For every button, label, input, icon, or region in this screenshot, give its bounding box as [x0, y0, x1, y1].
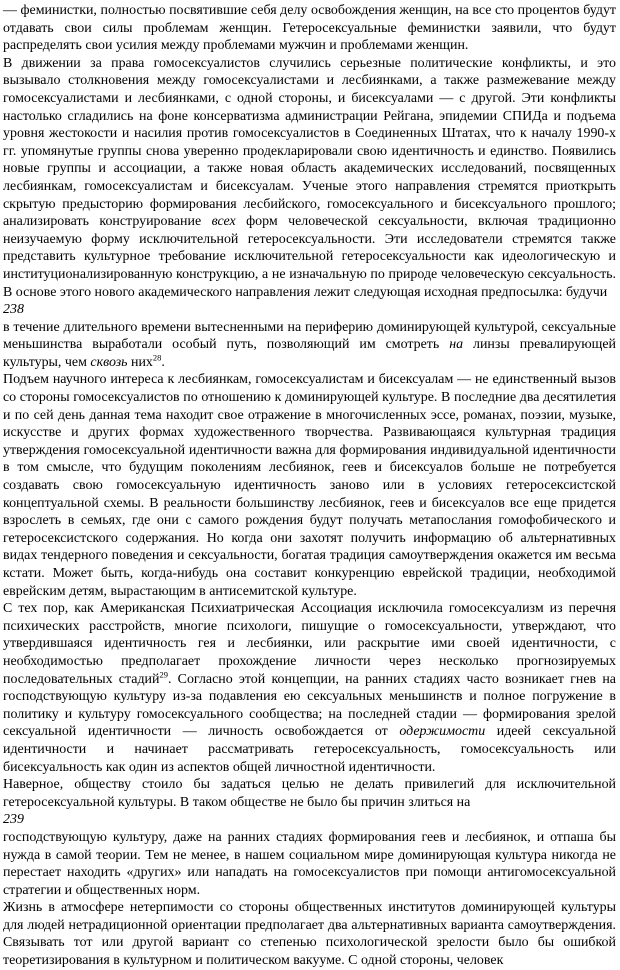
- body-paragraph: [3, 371, 616, 600]
- text-run: линзы превалирующей культуры, чем: [3, 337, 616, 370]
- text-run: господствующую культуру, даже на ранних стадиях формирования геев и лесбиянок, и отпаша бы нужда в самой теории. Тем не менее, в нашем социальном мире доминирующая культура никогда не перестает находить «других» или нападать на гомосексуалистов при помощи антигомосексуальной стратегии и общественных норм.: [3, 829, 616, 898]
- body-paragraph: [3, 2, 616, 55]
- text-run: в течение длительного времени вытесненными на периферию доминирующей культурой, сексуальные меньшинства выработали особый путь, позволяющий им смотреть: [3, 319, 616, 353]
- text-run: Жизнь в атмосфере нетерпимости со стороны общественных институтов доминирующей культуры для людей нетрадиционной ориентации предполагает два альтернативных варианта самоутверждения. Связывать тот или другой вариант со степенью психологической зрелости было бы ошибкой теоретизирования в культурном и политическом вакууме. С одной стороны, человек: [3, 900, 616, 969]
- body-paragraph: [3, 319, 616, 372]
- emphasis-text: на: [449, 337, 464, 353]
- text-run: идеей сексуальной идентичности и начинает рассматривать гетеросексуальность, гомосексуальность или бисексуальность как один из аспектов общей личностной идентичности.: [3, 724, 616, 775]
- text-run: 238: [3, 302, 24, 318]
- page-number: [3, 811, 616, 829]
- body-paragraph: [3, 899, 616, 969]
- text-run: 239: [3, 812, 24, 828]
- text-run: . Согласно этой концепции, на ранних стадиях часто возникает гнев на господствующую культуру из-за подавления ею сексуальных меньшинств и полное погружение в политику и культуру гомосексуального сообщества; на последней стадии — формирования зрелой сексуальной идентичности — личность освобождается от: [3, 671, 616, 740]
- text-run: — феминистки, полностью посвятившие себя делу освобождения женщин, на все сто процентов будут отдавать свои силы проблемам женщин. Гетеросексуальные феминистки заявили, что будут распределять свои усилия между проблемами мужчин и проблемами женщин.: [3, 3, 616, 54]
- text-run: С тех пор, как Американская Психиатрическая Ассоциация исключила гомосексуализм из перечня психических расстройств, многие психологи, пишущие о гомосексуальности, утверждают, что утвердившаяся идентичность гея и лесбиянки, или раскрытие ими своей идентичности, с необходимостью предполагает прохождение личности через несколько прогнозируемых последовательных стадий: [3, 601, 616, 687]
- body-paragraph: [3, 55, 616, 301]
- emphasis-text: сквозь: [90, 354, 128, 370]
- text-run: Наверное, обществу стоило бы задаться целью не делать привилегий для исключительной гетеросексуальной культуры. В таком обществе не было бы причин злиться на: [3, 777, 616, 810]
- text-run: форм человеческой сексуальности, включая традиционно неизучаемую форму исключительной гетеросексуальности. Эти исследователи стремятся также представить культурное требование исключительной гетеросексуальности как идеологическую и институционализированную конструкцию, а не изначальную по природе человеческую сексуальность. В основе этого нового академического направления лежит следующая исходная предпосылка: будучи: [3, 214, 616, 300]
- body-paragraph: [3, 776, 616, 811]
- footnote-ref: 29: [159, 668, 168, 679]
- body-paragraph: [3, 600, 616, 776]
- text-run: Подъем научного интереса к лесбиянкам, гомосексуалистам и бисексуалам — не единственный вызов со стороны гомосексуалистов по отношению к доминирующей культуре. В последние два десятилетия и по сей день данная тема находит свое отражение в многочисленных эссе, романах, поэзии, музыке, искусстве и других формах художественного творчества. Развивающаяся культурная традиция утверждения гомосексуальной идентичности важна для формирования индивидуальной идентичности в том смысле, что будущим поколениям лесбиянок, геев и бисексуалов больше не потребуется создавать свою гомосексуальную идентичность заново или в условиях гетеросексистской концептуальной схемы. В реальности большинству лесбиянок, геев и бисексуалов все еще придется взрослеть в семьях, где они с самого рождения будут получать метапослания гомофобического и гетеросексистского содержания. Но когда они захотят получить информацию об альтернативных видах тендерного поведения и сексуальности, богатая традиция самоутверждения окажется им весьма кстати. Может быть, когда-нибудь она составит конкуренцию еврейской традиции, необходимой еврейским детям, вырастающим в антисемитской культуре.: [3, 372, 616, 599]
- body-paragraph: [3, 829, 616, 899]
- footnote-ref: 28: [152, 352, 162, 363]
- text-run: них: [127, 354, 153, 370]
- emphasis-text: одержимости: [399, 724, 486, 740]
- emphasis-text: всех: [211, 214, 236, 230]
- page-number: [3, 301, 616, 319]
- text-run: .: [161, 354, 165, 370]
- text-run: В движении за права гомосексуалистов случились серьезные политические конфликты, и это вызывало столкновения между гомосексуалистами и лесбиянками, а также размежевание между гомосексуалистами и лесбиянками, с одной стороны, и бисексуалами — с другой. Эти конфликты настолько сгладились на фоне консерватизма администрации Рейгана, эпидемии СПИДа и подъема уровня жестокости и насилия против гомосексуалистов в Соединенных Штатах, что к началу 1990-х гг. упомянутые группы снова уверенно продекларировали свою идентичность и единство. Появились новые группы и ассоциации, а также новая область академических исследований, посвященных лесбиянкам, гомосексуалистам и бисексуалам. Ученые этого направления стремятся приоткрыть скрытую предысторию формирования лесбийского, гомосексуального и бисексуального прошлого; анализировать конструирование: [3, 55, 616, 230]
